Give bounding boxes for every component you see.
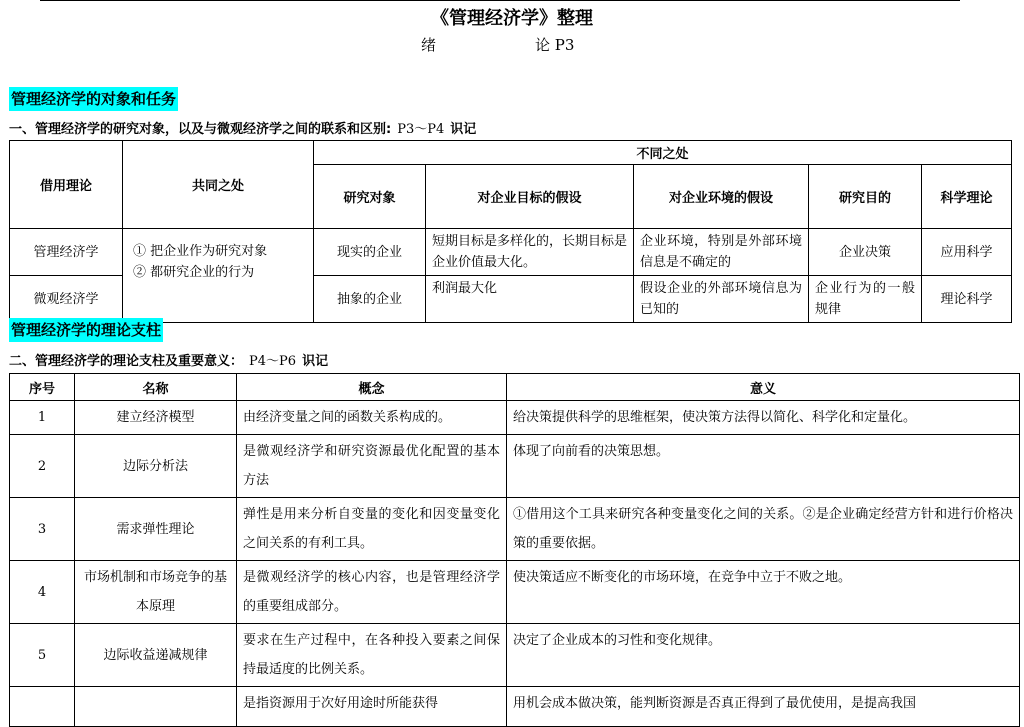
comparison-table (9, 140, 1012, 323)
row-concept: 是微观经济学和研究资源最优化配置的基本方法 (237, 435, 507, 498)
table-row (10, 498, 1020, 561)
row-no: 1 (10, 401, 75, 435)
common-item: ② 都研究企业的行为 (133, 265, 255, 280)
row-env: 假设企业的外部环境信息为已知的 (634, 276, 809, 323)
row-name: 需求弹性理论 (75, 498, 237, 561)
row-meaning: 给决策提供科学的思维框架，使决策方法得以简化、科学化和定量化。 (507, 401, 1020, 435)
row-concept: 弹性是用来分析自变量的变化和因变量变化之间关系的有利工具。 (237, 498, 507, 561)
doc-title: 《管理经济学》整理 (431, 8, 593, 29)
section2-banner: 管理经济学的理论支柱 (9, 318, 163, 342)
row-concept: 要求在生产过程中，在各种投入要素之间保持最适度的比例关系。 (237, 624, 507, 687)
row-meaning: ①借用这个工具来研究各种变量变化之间的关系。②是企业确定经营方针和进行价格决策的重要依据。 (507, 498, 1020, 561)
header-meaning: 意义 (507, 374, 1020, 401)
row-no (10, 687, 75, 727)
row-theory: 微观经济学 (10, 276, 123, 323)
row-object: 抽象的企业 (314, 276, 426, 323)
row-no: 3 (10, 498, 75, 561)
header-rule (40, 0, 960, 1)
header-purpose: 研究目的 (809, 165, 922, 229)
table-row (10, 229, 1012, 276)
row-concept: 是微观经济学的核心内容，也是管理经济学的重要组成部分。 (237, 561, 507, 624)
row-science: 应用科学 (922, 229, 1012, 276)
row-name (75, 687, 237, 727)
row-meaning: 决定了企业成本的习性和变化规律。 (507, 624, 1020, 687)
row-goal: 利润最大化 (426, 276, 634, 323)
section1-heading-text: 一、管理经济学的研究对象，以及与微观经济学之间的联系和区别: (9, 122, 392, 137)
header-concept: 概念 (237, 374, 507, 401)
row-name: 边际分析法 (75, 435, 237, 498)
table-row (10, 624, 1020, 687)
header-theory: 借用理论 (10, 141, 123, 229)
section1-ref: P3～P4 (397, 122, 445, 137)
row-name: 边际收益递减规律 (75, 624, 237, 687)
common-cell (123, 229, 314, 323)
row-object: 现实的企业 (314, 229, 426, 276)
row-meaning: 体现了向前看的决策思想。 (507, 435, 1020, 498)
header-no: 序号 (10, 374, 75, 401)
row-no: 2 (10, 435, 75, 498)
section1-tag: 识记 (450, 122, 477, 137)
doc-subtitle-right: 论 P3 (535, 36, 575, 54)
header-common: 共同之处 (123, 141, 314, 229)
table-row (10, 561, 1020, 624)
row-env: 企业环境，特别是外部环境信息是不确定的 (634, 229, 809, 276)
section2-heading-text: 二、管理经济学的理论支柱及重要意义： (9, 354, 244, 369)
section2-ref: P4～P6 (249, 354, 297, 369)
row-meaning: 使决策适应不断变化的市场环境，在竞争中立于不败之地。 (507, 561, 1020, 624)
section1-banner: 管理经济学的对象和任务 (9, 87, 178, 111)
table-row (10, 687, 1020, 727)
row-theory: 管理经济学 (10, 229, 123, 276)
table-row (10, 401, 1020, 435)
doc-subtitle-left: 绪 (421, 36, 437, 54)
header-env-assume: 对企业环境的假设 (634, 165, 809, 229)
section2-heading (9, 350, 328, 369)
row-meaning: 用机会成本做决策，能判断资源是否真正得到了最优使用，是提高我国 (507, 687, 1020, 727)
row-purpose: 企业行为的一般规律 (809, 276, 922, 323)
row-no: 5 (10, 624, 75, 687)
common-item: ① 把企业作为研究对象 (133, 244, 268, 259)
header-different: 不同之处 (314, 141, 1012, 165)
header-object: 研究对象 (314, 165, 426, 229)
table-row (10, 435, 1020, 498)
row-name: 市场机制和市场竞争的基本原理 (75, 561, 237, 624)
row-science: 理论科学 (922, 276, 1012, 323)
section2-tag: 识记 (302, 354, 329, 369)
row-goal: 短期目标是多样化的，长期目标是企业价值最大化。 (426, 229, 634, 276)
header-name: 名称 (75, 374, 237, 401)
row-no: 4 (10, 561, 75, 624)
row-purpose: 企业决策 (809, 229, 922, 276)
row-concept: 是指资源用于次好用途时所能获得 (237, 687, 507, 727)
section1-heading (9, 118, 476, 137)
row-concept: 由经济变量之间的函数关系构成的。 (237, 401, 507, 435)
header-goal-assume: 对企业目标的假设 (426, 165, 634, 229)
theory-pillars-table (9, 373, 1020, 727)
row-name: 建立经济模型 (75, 401, 237, 435)
header-science: 科学理论 (922, 165, 1012, 229)
